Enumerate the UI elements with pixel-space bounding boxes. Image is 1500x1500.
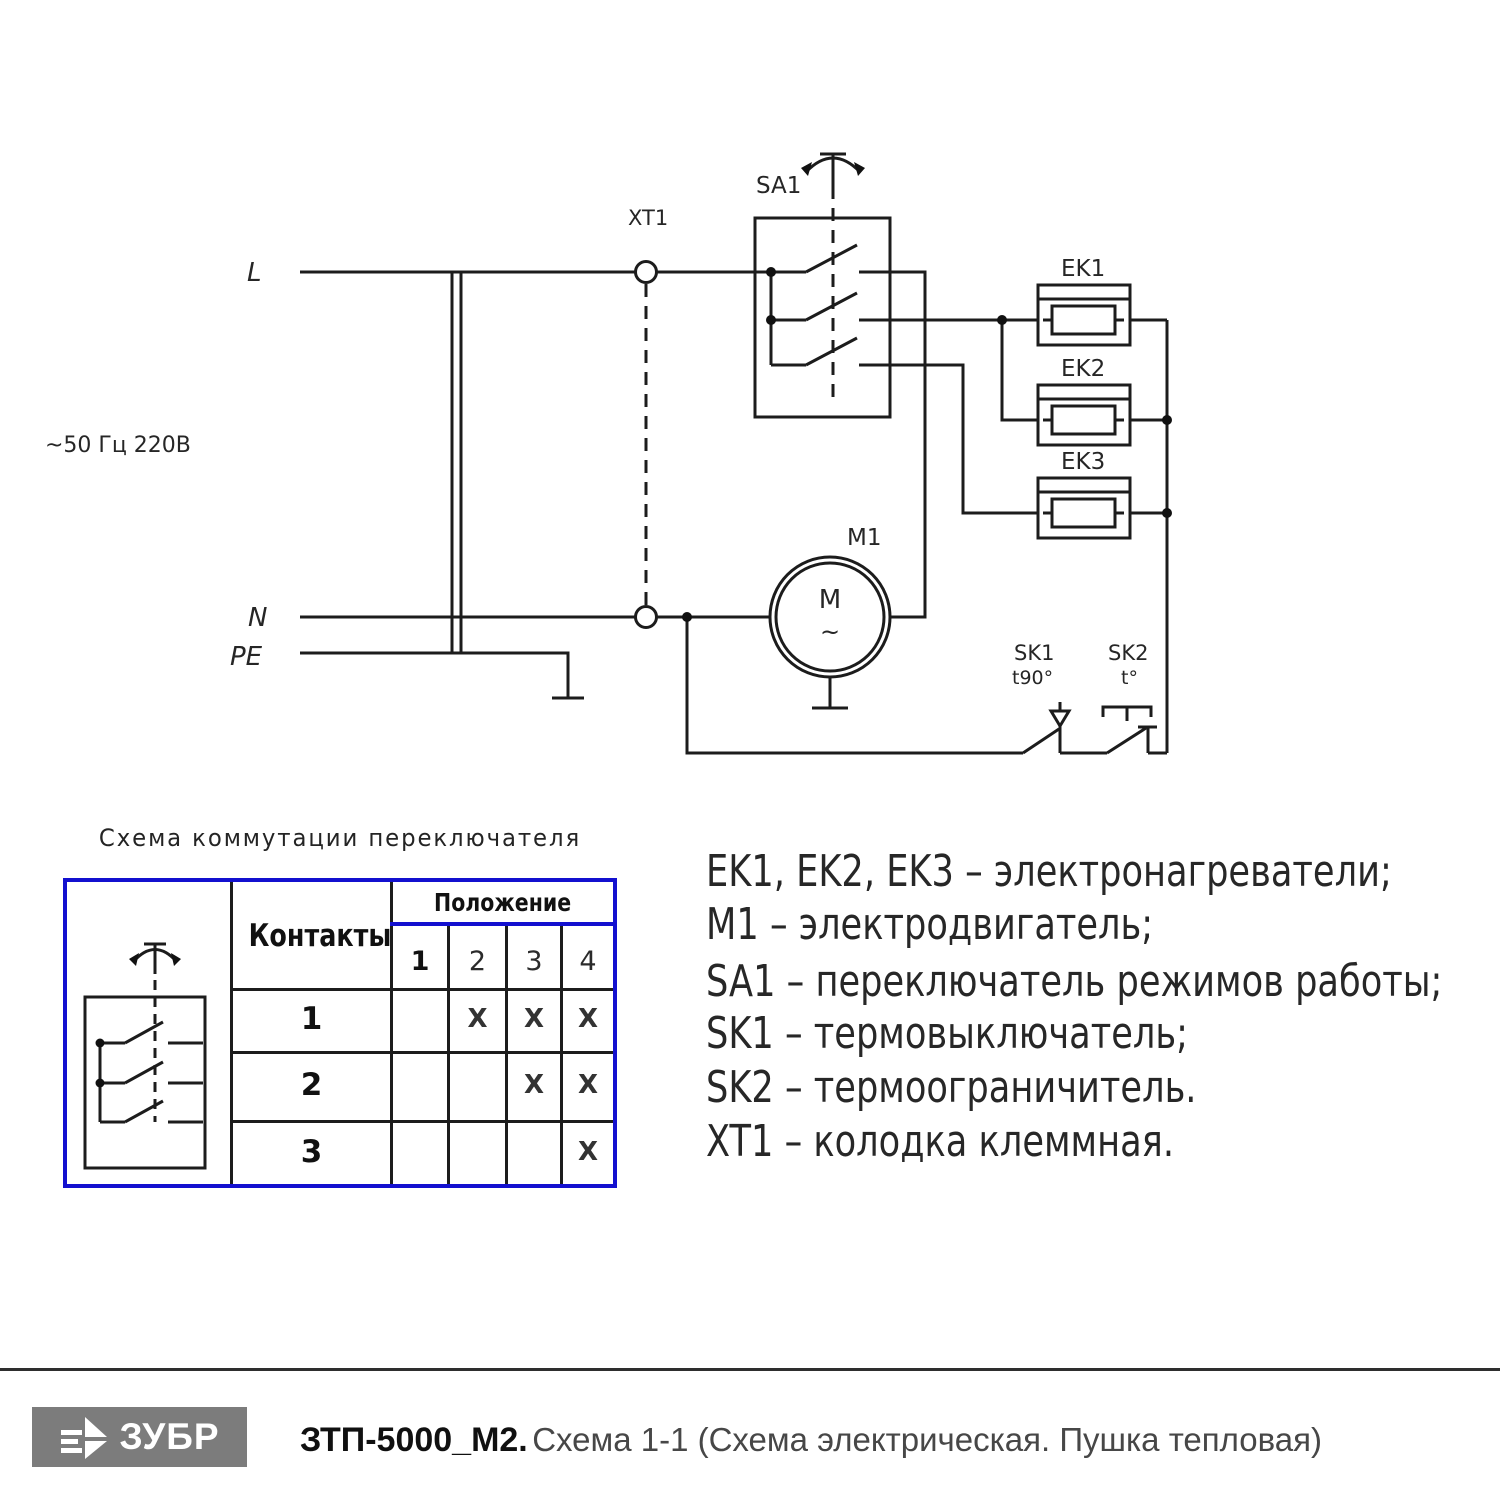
table-cell — [508, 1130, 560, 1174]
sk2-thermal-limiter — [1103, 707, 1167, 753]
table-cell — [450, 1063, 505, 1107]
label-m1: M1 — [847, 525, 882, 551]
table-cell: X — [467, 1004, 488, 1034]
switch-table — [63, 878, 617, 1188]
xt1-terminal-block — [636, 262, 657, 628]
sk1-thermal-switch — [1023, 702, 1107, 753]
zubr-logo-icon — [59, 1412, 111, 1462]
label-power: ~50 Гц 220В — [45, 433, 191, 458]
label-motor-ac: ~ — [819, 618, 841, 646]
label-xt1: XT1 — [628, 206, 669, 230]
contact-row-label: 3 — [300, 1134, 323, 1170]
table-cell: X — [577, 1070, 599, 1100]
label-ek2: EK2 — [1061, 356, 1106, 382]
position-header-label: Положение — [434, 888, 572, 917]
label-l: L — [247, 258, 262, 288]
footer-caption — [300, 1421, 1322, 1460]
zubr-logo-text: ЗУБР — [119, 1416, 220, 1457]
legend-item: SA1 – переключатель режимов работы; — [706, 956, 1443, 1007]
table-cell: X — [523, 1070, 545, 1100]
table-cell — [393, 1130, 447, 1174]
label-sk2: SK2 — [1108, 641, 1149, 665]
table-cell — [450, 1130, 505, 1174]
table-cell: X — [577, 1137, 599, 1167]
label-ek1: EK1 — [1061, 256, 1106, 282]
footer-subtitle: Схема 1-1 (Схема электрическая. Пушка тепловая) — [532, 1421, 1323, 1458]
label-motor-m: M — [818, 585, 842, 615]
legend-item: M1 – электродвигатель; — [706, 899, 1154, 950]
ek3-heater — [1038, 478, 1130, 538]
table-cell — [393, 997, 447, 1041]
contact-row-label: 2 — [300, 1067, 323, 1103]
label-sk2-temp: t° — [1121, 667, 1138, 689]
ek1-heater — [1038, 285, 1130, 345]
ek2-heater — [1038, 385, 1130, 445]
table-cell — [393, 1063, 447, 1107]
contacts-header-label: Контакты — [248, 918, 392, 954]
rotary-switch-symbol — [67, 882, 230, 1184]
label-ek3: EK3 — [1061, 449, 1106, 475]
table-cell: X — [523, 1004, 545, 1034]
contact-row-label: 1 — [300, 1001, 323, 1037]
position-col-4: 4 — [579, 946, 597, 977]
table-divider — [230, 988, 613, 991]
power-lines — [300, 272, 770, 698]
footer-divider — [0, 1368, 1500, 1371]
zubr-logo — [32, 1407, 247, 1467]
ground-icon — [812, 677, 848, 708]
position-header — [393, 886, 613, 920]
position-col-1: 1 — [410, 946, 430, 977]
table-divider — [230, 1120, 613, 1123]
contacts-header — [233, 912, 390, 960]
label-n: N — [248, 603, 268, 633]
label-sa1: SA1 — [756, 173, 802, 199]
switch-table-title: Схема коммутации переключателя — [98, 824, 582, 852]
legend-item: SK1 – термовыключатель; — [706, 1008, 1188, 1059]
label-sk1: SK1 — [1014, 641, 1055, 665]
footer-model: ЗТП-5000_М2. — [300, 1421, 528, 1459]
position-col-3: 3 — [525, 946, 543, 977]
table-divider — [390, 922, 613, 926]
legend-item: EK1, EK2, EK3 – электронагреватели; — [706, 846, 1392, 897]
table-cell: X — [577, 1004, 599, 1034]
position-col-2: 2 — [468, 946, 487, 977]
label-pe: PE — [230, 642, 263, 672]
legend-item: XT1 – колодка клеммная. — [706, 1116, 1175, 1167]
legend-item: SK2 – термоограничитель. — [706, 1062, 1197, 1113]
table-divider — [230, 1051, 613, 1054]
label-sk1-temp: t90° — [1012, 667, 1054, 689]
